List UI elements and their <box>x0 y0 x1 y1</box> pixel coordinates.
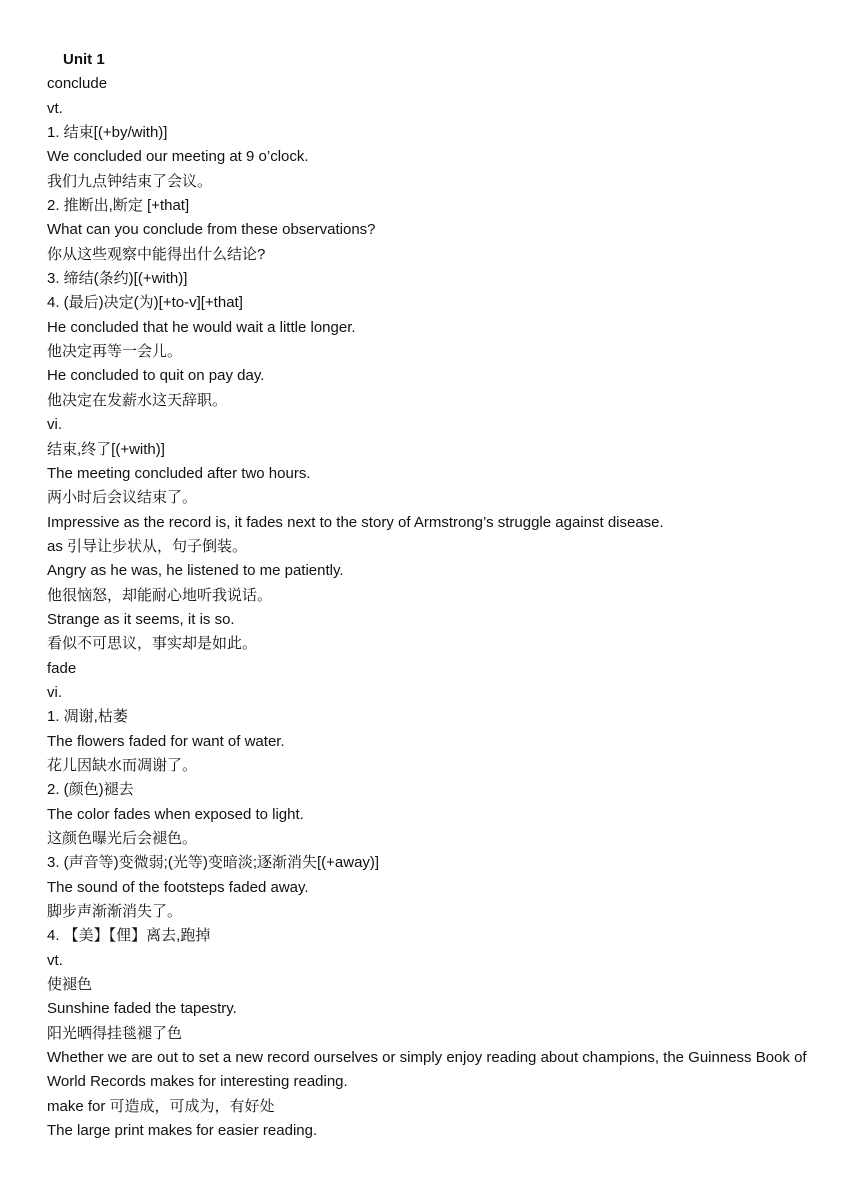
text-line: 1. 结束[(+by/with)] <box>47 124 168 142</box>
text-line: make for 可造成，可成为，有好处 <box>47 1097 275 1115</box>
text-line: 他决定在发薪水这天辞职。 <box>47 391 228 409</box>
text-line: The color fades when exposed to light. <box>47 805 304 823</box>
text-line: 阳光晒得挂毯褪了色 <box>47 1024 183 1042</box>
text-line: The large print makes for easier reading. <box>47 1122 318 1140</box>
text-line: The meeting concluded after two hours. <box>47 464 311 482</box>
text-line: 他决定再等一会儿。 <box>47 343 183 361</box>
text-line: 这颜色曝光后会褪色。 <box>47 830 198 847</box>
unit-title: Unit 1 <box>63 51 105 68</box>
text-line: 1. 凋谢,枯萎 <box>47 708 128 726</box>
text-line: 结束,终了[(+with)] <box>47 440 165 458</box>
text-line: 2. 推断出,断定 [+that] <box>47 197 190 215</box>
text-line: 3. (声音等)变微弱;(光等)变暗淡;逐渐消失[(+away)] <box>47 854 380 872</box>
text-line: Strange as it seems, it is so. <box>47 610 235 628</box>
text-line: vt. <box>47 951 63 969</box>
text-line: He concluded to quit on pay day. <box>47 367 265 385</box>
text-line: vt. <box>47 99 63 117</box>
text-line: Sunshine faded the tapestry. <box>47 1000 237 1018</box>
text-line: Angry as he was, he listened to me patiently. <box>47 562 344 580</box>
text-line: vi. <box>47 683 62 701</box>
text-paragraph: Whether we are out to set a new record ourselves or simply enjoy reading about champions, the Guinness Book of World Records makes for interesting reading. <box>47 1049 807 1091</box>
text-line: 花儿因缺水而凋谢了。 <box>47 756 198 774</box>
text-line: The flowers faded for want of water. <box>47 732 285 750</box>
text-line: 脚步声渐渐消失了。 <box>47 903 183 921</box>
text-line: 我们九点钟结束了会议。 <box>47 172 213 190</box>
text-line: The sound of the footsteps faded away. <box>47 878 309 896</box>
text-line: He concluded that he would wait a little longer. <box>47 318 356 336</box>
text-line: 看似不可思议，事实却是如此。 <box>47 635 258 653</box>
text-line: What can you conclude from these observations? <box>47 221 376 239</box>
text-line: as 引导让步状从，句子倒装。 <box>47 537 248 555</box>
text-line: 使褪色 <box>47 976 93 994</box>
text-line: We concluded our meeting at 9 o’clock. <box>47 148 309 166</box>
text-line: 4. (最后)决定(为)[+to-v][+that] <box>47 294 243 312</box>
text-line: 他很恼怒，却能耐心地听我说话。 <box>47 586 273 604</box>
text-line: 3. 缔结(条约)[(+with)] <box>47 270 188 288</box>
text-line: 2. (颜色)褪去 <box>47 781 134 799</box>
text-line: 两小时后会议结束了。 <box>47 489 198 507</box>
text-line: vi. <box>47 416 62 434</box>
document-page <box>47 48 837 1143</box>
text-line: conclude <box>47 75 108 93</box>
text-line: 4. 【美】【俚】离去,跑掉 <box>47 927 211 945</box>
text-line: Impressive as the record is, it fades next to the story of Armstrong’s struggle against disease. <box>47 513 664 531</box>
text-line: fade <box>47 659 77 677</box>
text-line: 你从这些观察中能得出什么结论? <box>47 245 266 263</box>
